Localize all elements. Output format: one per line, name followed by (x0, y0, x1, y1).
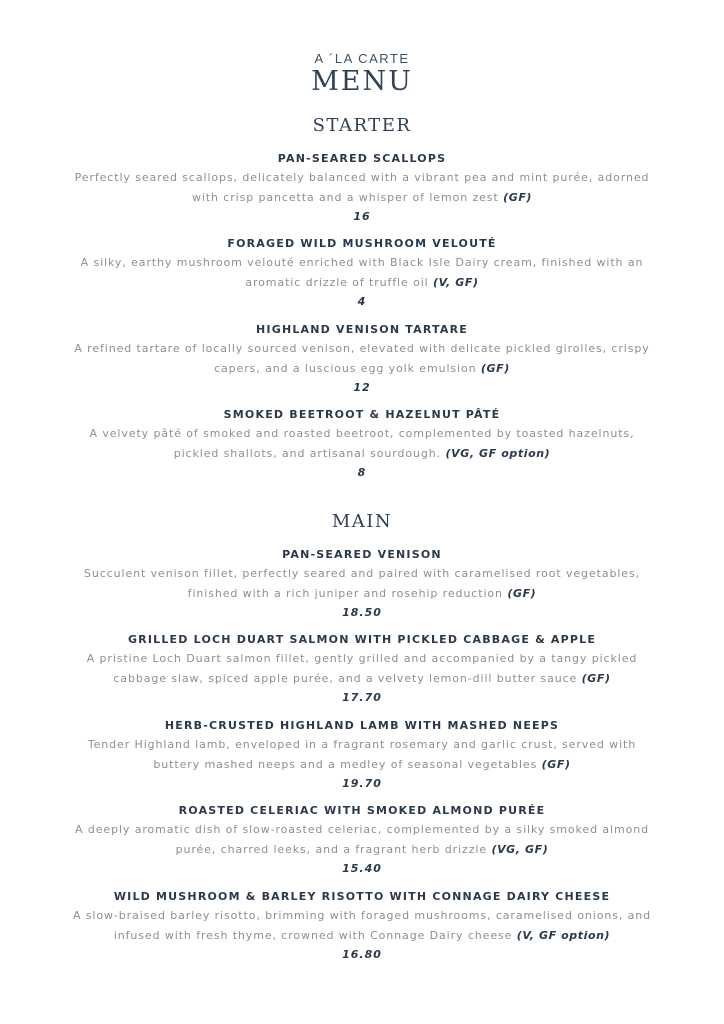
item-name: ROASTED CELERIAC WITH SMOKED ALMOND PURÉE (178, 804, 546, 817)
item-diet-tag: (VG, GF option) (445, 446, 551, 460)
section-title-starter: STARTER (312, 115, 412, 136)
item-diet-tag: (GF) (541, 757, 571, 771)
item-name: HERB-CRUSTED HIGHLAND LAMB WITH MASHED NEEPS (164, 719, 560, 732)
item-price: 16.80 (342, 948, 382, 961)
menu-title: MENU (311, 66, 413, 97)
item-diet-tag: (V, GF) (433, 275, 479, 289)
item-diet-tag: (GF) (581, 671, 611, 685)
item-description (70, 168, 654, 207)
item-price: 18.50 (342, 606, 382, 619)
item-name: SMOKED BEETROOT & HAZELNUT PÂTÉ (223, 408, 501, 421)
item-description (70, 424, 654, 463)
item-description (70, 564, 654, 603)
menu-item (64, 887, 660, 964)
item-name: FORAGED WILD MUSHROOM VELOUTÉ (227, 237, 497, 250)
item-description-text: A pristine Loch Duart salmon fillet, gently grilled and accompanied by a tangy pickled cabbage slaw, spiced apple purée, and a velvety lemon-dill butter sauce (86, 652, 638, 685)
menu-item (70, 716, 654, 793)
item-diet-tag: (GF) (507, 586, 537, 600)
item-description-text: A silky, earthy mushroom velouté enriched with Black Isle Dairy cream, finished with an aromatic drizzle of truffle oil (80, 256, 644, 289)
item-description-text: Perfectly seared scallops, delicately balanced with a vibrant pea and mint purée, adorned with crisp pancetta and a whisper of lemon zest (74, 171, 650, 204)
menu-item (70, 545, 654, 622)
item-price: 12 (353, 381, 371, 394)
item-description-text: A refined tartare of locally sourced venison, elevated with delicate pickled girolles, crispy capers, and a luscious egg yolk emulsion (74, 342, 650, 375)
menu-item (70, 234, 654, 311)
item-description (70, 253, 654, 292)
item-price: 16 (353, 210, 371, 223)
item-description (64, 906, 660, 945)
item-description-text: Succulent venison fillet, perfectly seared and paired with caramelised root vegetables, finished with a rich juniper and rosehip reduction (84, 567, 640, 600)
item-price: 4 (357, 295, 367, 308)
item-description-text: A slow-braised barley risotto, brimming with foraged mushrooms, caramelised onions, and infused with fresh thyme, crowned with Connage Dairy cheese (72, 909, 652, 942)
item-name: GRILLED LOCH DUART SALMON WITH PICKLED CABBAGE & APPLE (127, 633, 597, 646)
menu-item (70, 320, 654, 397)
menu-supertitle: A ´LA CARTE (314, 51, 410, 66)
item-price: 17.70 (342, 691, 382, 704)
item-name: WILD MUSHROOM & BARLEY RISOTTO WITH CONNAGE DAIRY CHEESE (113, 890, 611, 903)
item-price: 15.40 (342, 862, 382, 875)
item-price: 19.70 (342, 777, 382, 790)
item-price: 8 (357, 466, 367, 479)
item-name: PAN-SEARED VENISON (282, 548, 442, 561)
menu-item (70, 630, 654, 707)
item-diet-tag: (V, GF option) (516, 928, 611, 942)
item-name: HIGHLAND VENISON TARTARE (256, 323, 468, 336)
item-diet-tag: (GF) (480, 361, 510, 375)
section-title-main: MAIN (331, 511, 393, 532)
menu-item (70, 801, 654, 878)
item-description (70, 649, 654, 688)
menu-item (70, 405, 654, 482)
menu-item (70, 149, 654, 226)
item-description-text: Tender Highland lamb, enveloped in a fragrant rosemary and garlic crust, served with buttery mashed neeps and a medley of seasonal vegetables (87, 738, 637, 771)
item-description (70, 735, 654, 774)
item-description-text: A velvety pâté of smoked and roasted beetroot, complemented by toasted hazelnuts, pickled shallots, and artisanal sourdough. (89, 427, 635, 460)
item-description-text: A deeply aromatic dish of slow-roasted celeriac, complemented by a silky smoked almond purée, charred leeks, and a fragrant herb drizzle (75, 823, 649, 856)
item-description (70, 339, 654, 378)
item-diet-tag: (GF) (503, 190, 533, 204)
item-name: PAN-SEARED SCALLOPS (277, 152, 447, 165)
item-diet-tag: (VG, GF) (491, 842, 549, 856)
item-description (70, 820, 654, 859)
